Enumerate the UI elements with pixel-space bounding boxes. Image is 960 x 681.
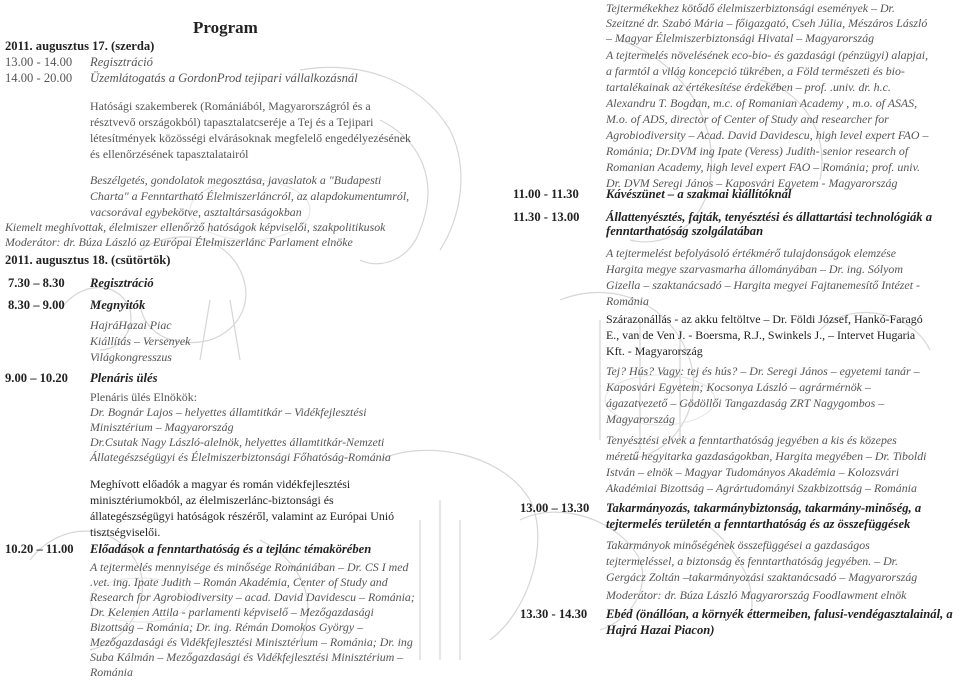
eloadasok-line-2: .vet. ing. Ipate Judith – Román Akadémia, Center of Study and — [90, 575, 388, 589]
allat-title-2: fenntarthatóság szolgálatában — [606, 224, 764, 238]
megnyitok-item-3: Világkongresszus — [90, 350, 172, 364]
eco-line-8: Romanian Academy, high level expert FAO – Románia; prof. univ. — [606, 160, 920, 174]
day1-heading: 2011. augusztus 17. (szerda) — [5, 39, 155, 53]
plenaris-line-1: Plenáris ülés Elnökök: — [90, 390, 198, 404]
eloadasok-line-8: Románia — [90, 665, 133, 679]
beszelgetes-line-1: Beszélgetés, gondolatok megosztása, javaslatok a "Budapesti — [90, 173, 382, 187]
eco-line-1: A tejtermelés növelésének eco-bio- és gazdasági (pénzügyi) alapjai, — [606, 48, 929, 62]
allat-time: 11.30 - 13.00 — [513, 210, 580, 224]
plenaris-line-3: Minisztérium – Magyarország — [90, 420, 234, 434]
hatosagi-line-2: résztvevő országokból) tapasztalatcseréje a Tej és a Tejipari — [90, 115, 374, 129]
eloadasok-line-4: Dr. Kelemen Attila - parlamenti képviselő – Mezőgazdasági — [90, 605, 374, 619]
tej-line-1: A tejtermelést befolyásoló értékmérő tulajdonságok elemzése — [606, 246, 897, 260]
tenyesztesi-line-1: Tenyésztési elvek a fenntarthatóság jegyében a kis és közepes — [606, 433, 897, 447]
eloadasok-time: 10.20 – 11.00 — [5, 542, 74, 556]
ebed-title-1: Ebéd (önállóan, a környék éttermeiben, falusi-vendégasztalainál, a — [606, 607, 953, 621]
tej-line-4: Románia — [606, 294, 649, 308]
tenyesztesi-line-3: István – elnök – Magyar Tudományos Akadémia – Kolozsvári — [606, 465, 900, 479]
meghivott-line-2: minisztériumokból, az élelmiszerlánc-biztonsági és — [90, 493, 334, 507]
program-title: Program — [193, 18, 258, 37]
tej-hus-line-1: Tej? Hús? Vagy: tej és hús? – Dr. Seregi János – egyetemi tanár – — [606, 364, 920, 378]
plenaris-line-4: Dr.Csutak Nagy László-alelnök, helyettes államtitkár-Nemzeti — [90, 435, 385, 449]
plenaris-line-2: Dr. Bognár Lajos – helyettes államtitkár – Vidékfejlesztési — [90, 405, 367, 419]
eco-line-3: tartalékainak az értékesítése érdekében – prof. .univ. dr. h.c. — [606, 80, 891, 94]
eloadasok-line-6: Mezőgazdasági és Vidékfejlesztési Minisztérium – Románia; Dr. ing — [90, 635, 413, 649]
plenaris-time: 9.00 – 10.20 — [5, 371, 68, 385]
eloadasok-line-3: Research for Agrobiodiversity – acad. David Davidescu – Románia; — [90, 590, 415, 604]
megnyitok-item-2: Kiállítás – Versenyek — [90, 334, 191, 348]
takarmany-line-3: Gergácz Zoltán –takarmányozási szaktanácsadó – Magyarország — [606, 570, 918, 584]
ebed-title-2: Hajrá Hazai Piacon) — [606, 623, 715, 637]
meghivott-line-1: Meghívott előadók a magyar és román vidékfejlesztési — [90, 477, 351, 491]
szaroz-line-2: E., van de Ven J. - Boersma, R.J., Swinkels J., – Intervet Hugaria — [606, 328, 916, 342]
eco-line-5: M.o. of ADS, director of Center of Study and researcher for — [606, 112, 889, 126]
eloadasok-line-7: Suba Kálmán – Mezőgazdasági és Vidékfejlesztési Minisztérium – — [90, 650, 404, 664]
eco-line-6: Agrobiodiversity – Acad. David Davidescu, high level expert FAO – — [606, 128, 929, 142]
tenyesztesi-line-4: Akadémiai Bizottság – Agrártudományi Szakbizottság – Románia — [606, 481, 917, 495]
takarmany-title-1: Takarmányozás, takarmánybiztonság, takarmány-minőség, a — [606, 501, 922, 515]
eco-line-7: Románia; Dr.DVM ing Ipate (Veress) Judith- senior research of — [606, 144, 909, 158]
eco-line-4: Alexandru T. Bogdan, m.c. of Romanian Academy , m.o. of ASAS, — [606, 96, 918, 110]
megnyitok-time: 8.30 – 9.00 — [8, 298, 65, 312]
meghivott-line-3: állategészségügyi hatóságok részéről, valamint az Európai Unió — [90, 509, 395, 523]
day1-title-2: Üzemlátogatás a GordonProd tejipari vállalkozásnál — [90, 71, 358, 85]
meghivott-line-4: tisztségviselői. — [90, 525, 161, 539]
day1-moderator-line: Moderátor: dr. Búza László az Európai Élelmiszerlánc Parlament elnöke — [5, 235, 353, 249]
szaroz-line-3: Kft. - Magyarország — [606, 344, 703, 358]
eloadasok-line-5: Bizottság – Románia; Dr. ing. Rémán Domokos György – — [90, 620, 364, 634]
plenaris-line-5: Állategészségügyi és Élelmiszerbiztonsági Főhatóság-Románia — [90, 450, 391, 464]
tej-hus-line-2: Kaposvári Egyetem; Kocsonya László – agrármérnök – — [606, 380, 871, 394]
kave-title: Kávészünet – a szakmai kiállítóknál — [606, 187, 792, 201]
tej-hus-line-4: Magyarország — [606, 412, 675, 426]
takarmany-title-2: tejtermelés területén a fenntarthatóság és az összefüggések — [606, 517, 911, 531]
eco-line-2: a farmtól a világ koncepció tükrében, a Föld természeti és bio- — [606, 64, 905, 78]
takarmany-line-1: Takarmányok minőségének összefüggései a gazdaságos — [606, 538, 870, 552]
reg-title: Regisztráció — [90, 276, 154, 290]
hatosagi-line-3: létesítmények közösségi elvárásoknak megfelelő engedélyezésének — [90, 131, 411, 145]
eco-line-9: Dr. DVM Seregi János – Kaposvári Egyetem - Magyarország — [606, 176, 898, 190]
allat-title-1: Állattenyésztés, fajták, tenyésztési és állattartási technológiák a — [606, 210, 933, 224]
takarmany-time: 13.00 – 13.30 — [520, 501, 590, 515]
right-top-line-1: Tejtermékekhez kötődő élelmiszerbiztonsági események – Dr. — [606, 1, 895, 15]
eloadasok-line-1: A tejtermelés mennyisége és minősége Romániában – Dr. CS I med — [90, 560, 409, 574]
kiemelt-line: Kiemelt meghívottak, élelmiszer ellenőrző hatóságok képviselői, szakpolitikusok — [5, 220, 386, 234]
tej-line-3: Gizella – szaktanácsadó – Hargita megyei Fajtanemesítő Intézet - — [606, 278, 920, 292]
szaroz-line-1: Szárazonállás - az akku feltöltve – Dr. Földi József, Hankó-Faragó — [606, 312, 923, 326]
day1-time-1: 13.00 - 14.00 — [5, 55, 73, 69]
reg-time: 7.30 – 8.30 — [8, 276, 65, 290]
tej-hus-line-3: ágazatvezető – Gödöllői Tangazdaság ZRT Nagygombos – — [606, 396, 885, 410]
megnyitok-item-1: HajráHazai Piac — [90, 318, 172, 332]
day2-heading: 2011. augusztus 18. (csütörtök) — [5, 253, 171, 267]
eloadasok-title: Előadások a fenntarthatóság és a tejlánc témakörében — [90, 542, 372, 556]
megnyitok-title: Megnyitók — [90, 298, 146, 312]
hatosagi-line-1: Hatósági szakemberek (Romániából, Magyarországról és a — [90, 99, 371, 113]
right-top-line-3: – Magyar Élelmiszerbiztonsági Hivatal – Magyarország — [606, 31, 875, 45]
hatosagi-line-4: és ellenőrzésének tapasztalatairól — [90, 147, 249, 161]
day1-title-1: Regisztráció — [90, 55, 153, 69]
tej-line-2: Hargita megye szarvasmarha állományában – Dr. ing. Sólyom — [606, 262, 903, 276]
ebed-time: 13.30 - 14.30 — [520, 607, 588, 621]
takarmany-line-2: tejtermeléssel, a biztonság és fenntarthatóság jegyében. – Dr. — [606, 554, 898, 568]
beszelgetes-line-3: vacsorával egybekötve, asztaltársaságokban — [90, 205, 302, 219]
right-top-line-2: Szeitzné dr. Szabó Mária – főigazgató, Cseh Júlia, Mészáros László — [606, 16, 928, 30]
plenaris-title: Plenáris ülés — [90, 371, 158, 385]
beszelgetes-line-2: Charta" a Fenntartható Élelmiszerláncról, az alapdokumentumról, — [90, 189, 410, 203]
tenyesztesi-line-2: méretű hegyitarka gazdaságokban, Hargita megyében – Dr. Tiboldi — [606, 449, 927, 463]
day1-time-2: 14.00 - 20.00 — [5, 71, 73, 85]
right-moderator-line: Moderátor: dr. Búza László Magyarország Foodlawment elnök — [606, 588, 907, 602]
kave-time: 11.00 - 11.30 — [513, 187, 579, 201]
